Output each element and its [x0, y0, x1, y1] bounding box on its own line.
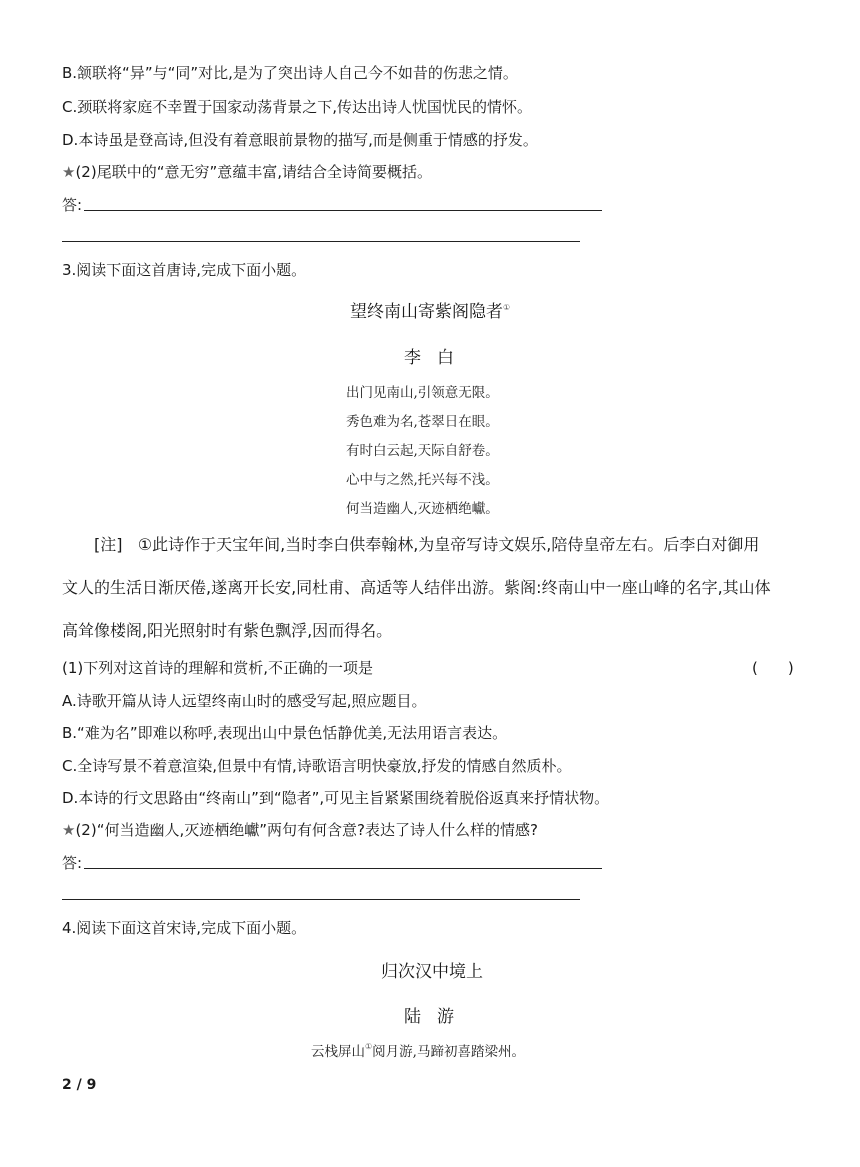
q2-answer-label: 答: [62, 196, 83, 214]
q3-poem-author: 李白 [404, 348, 470, 368]
q3-note-line-1 [94, 532, 759, 555]
q3-poem-line: 有时白云起,天际自舒卷。 [346, 443, 499, 459]
q3-option-c: C.全诗写景不着意渲染,但景中有情,诗歌语言明快豪放,抒发的情感自然质朴。 [62, 757, 572, 775]
q4-poem-line-1-b: 阅月游,马蹄初喜踏梁州。 [372, 1044, 525, 1060]
q2-option-b: B.颔联将“异”与“同”对比,是为了突出诗人自己今不如昔的伤悲之情。 [62, 64, 518, 82]
q3-note-line-2: 文人的生活日渐厌倦,遂离开长安,同杜甫、高适等人结伴出游。紫阁:终南山中一座山峰的名字,其山体 [62, 578, 771, 597]
q3-option-a: A.诗歌开篇从诗人远望终南山时的感受写起,照应题目。 [62, 692, 427, 710]
footnote-marker: ① [503, 303, 511, 312]
q3-note-line-3: 高耸像楼阁,阳光照射时有紫色飘浮,因而得名。 [62, 621, 393, 640]
q4-poem-title: 归次汉中境上 [381, 962, 483, 982]
footnote-marker: ① [365, 1042, 373, 1051]
q3-note-text-1: ①此诗作于天宝年间,当时李白供奉翰林,为皇帝写诗文娱乐,陪侍皇帝左右。后李白对御用 [137, 535, 760, 554]
answer-paren[interactable]: ( ) [752, 659, 794, 677]
q4-intro: 4.阅读下面这首宋诗,完成下面小题。 [62, 919, 307, 937]
q4-poem-author: 陆游 [404, 1007, 470, 1027]
page-number: 2 / 9 [62, 1077, 97, 1093]
q3-option-b: B.“难为名”即难以称呼,表现出山中景色恬静优美,无法用语言表达。 [62, 724, 508, 742]
q3-intro: 3.阅读下面这首唐诗,完成下面小题。 [62, 261, 307, 279]
q3-poem-line: 秀色难为名,苍翠日在眼。 [346, 414, 499, 430]
star-icon: ★ [62, 163, 76, 181]
q2-option-c: C.颈联将家庭不幸置于国家动荡背景之下,传达出诗人忧国忧民的情怀。 [62, 98, 533, 116]
q3-poem-title-text: 望终南山寄紫阁隐者 [350, 302, 503, 322]
star-icon: ★ [62, 821, 76, 839]
q3-answer-line-2[interactable] [62, 899, 580, 900]
q3-note-label: [注] [94, 535, 123, 554]
q4-poem-line-1 [311, 1040, 525, 1060]
q3-poem-line: 心中与之然,托兴每不浅。 [346, 472, 499, 488]
q3-poem-title [350, 297, 510, 322]
q2-answer-line-2[interactable] [62, 241, 580, 242]
q3-answer-label: 答: [62, 854, 83, 872]
q2-option-d: D.本诗虽是登高诗,但没有着意眼前景物的描写,而是侧重于情感的抒发。 [62, 131, 538, 149]
q3-subquestion-2-text: (2)“何当造幽人,灭迹栖绝巘”两句有何含意?表达了诗人什么样的情感? [75, 821, 538, 839]
q2-subquestion-2-text: (2)尾联中的“意无穷”意蕴丰富,请结合全诗简要概括。 [75, 163, 433, 181]
q2-answer-line-1[interactable] [84, 210, 602, 211]
q3-poem-line: 出门见南山,引领意无限。 [346, 385, 499, 401]
q2-subquestion-2 [62, 161, 432, 182]
q3-poem-line: 何当造幽人,灭迹栖绝巘。 [346, 501, 499, 517]
q4-poem-line-1-a: 云栈屏山 [311, 1044, 365, 1060]
q3-subquestion-2 [62, 819, 538, 840]
q3-option-d: D.本诗的行文思路由“终南山”到“隐者”,可见主旨紧紧围绕着脱俗返真来抒情状物。 [62, 789, 610, 807]
q3-subquestion-1: (1)下列对这首诗的理解和赏析,不正确的一项是 [62, 659, 374, 677]
q3-answer-line-1[interactable] [84, 868, 602, 869]
